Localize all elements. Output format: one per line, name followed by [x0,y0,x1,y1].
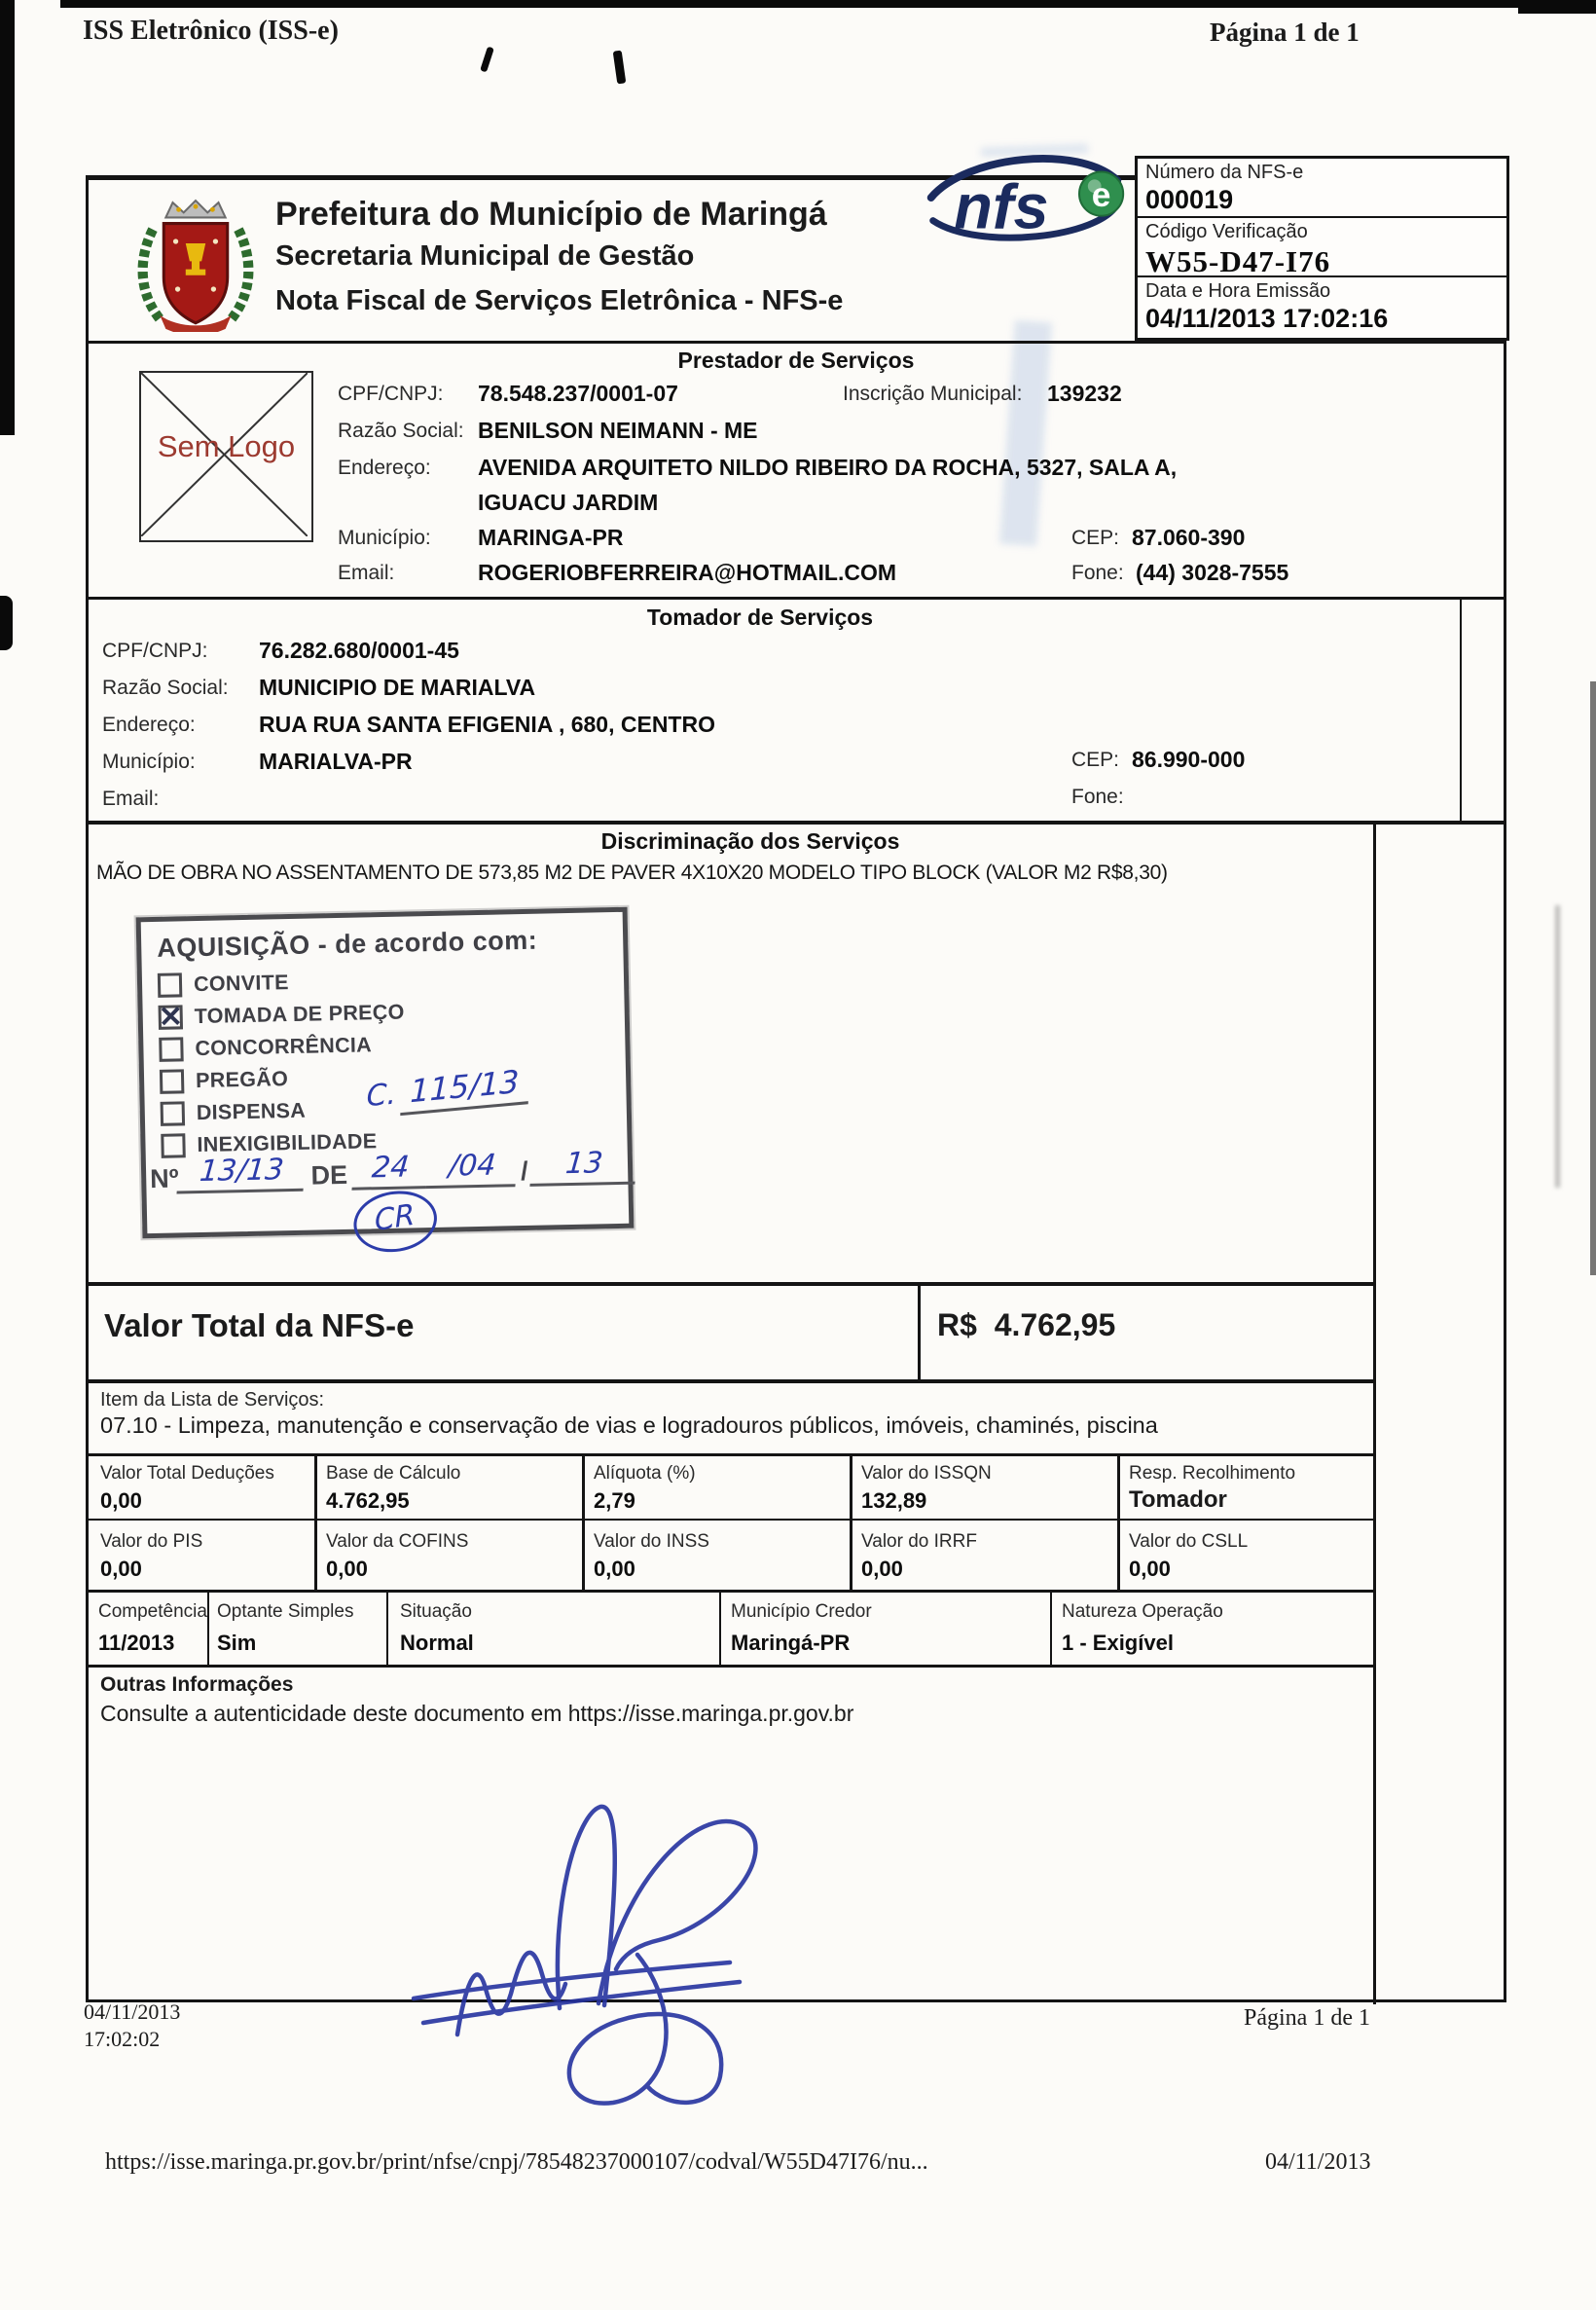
prestador-municipio-label: Município: [338,527,431,549]
tomador-email-label: Email: [102,788,160,810]
acquisition-stamp [136,907,635,1239]
footer-time: 17:02:02 [84,2027,161,2051]
scan-artifact-ink-mark-2 [613,51,627,85]
nfse-logo-text: nfs [954,170,1049,242]
grid-value: 0,00 [861,1557,903,1581]
grid-label: Valor do ISSQN [861,1463,992,1484]
scan-artifact-top-bar [60,0,1596,8]
grid-label: Situação [400,1601,472,1622]
stamp-date-month: /04 [425,1148,518,1189]
prestador-email-value: ROGERIOBFERREIRA@HOTMAIL.COM [478,560,897,585]
tomador-cep-label: CEP: [1071,749,1120,771]
total-value: R$ 4.762,95 [937,1307,1116,1342]
grid-value: 4.762,95 [326,1488,410,1513]
tomador-cpf-label: CPF/CNPJ: [102,640,208,662]
grid-label: Natureza Operação [1062,1601,1223,1622]
city-crest-logo [135,198,256,332]
outras-informacoes-text: Consulte a autenticidade deste documento em https://isse.maringa.pr.gov.br [100,1701,854,1726]
grid-label: Valor do IRRF [861,1531,977,1552]
grid-value: Tomador [1129,1486,1227,1513]
no-logo-placeholder [139,371,313,542]
footer-date: 04/11/2013 [84,1999,181,2024]
nfse-number-cell [1138,159,1506,218]
prestador-cep-label: CEP: [1071,527,1120,549]
stamp-contract-value: 115/13 [400,1062,528,1116]
prestador-fone-value: (44) 3028-7555 [1136,560,1289,585]
prestador-endereco-value-2: IGUACU JARDIM [478,490,659,515]
grid-label: Valor do CSLL [1129,1531,1249,1552]
servicos-section-title: Discriminação dos Serviços [600,828,900,854]
footer-url: https://isse.maringa.pr.gov.br/print/nfse/cnpj/78548237000107/codval/W55D47I76/nu... [105,2149,928,2175]
stamp-option-label: PREGÃO [195,1067,289,1093]
checkbox-icon [161,1101,186,1126]
grid-value: 0,00 [1129,1557,1171,1581]
tomador-endereco-label: Endereço: [102,714,196,736]
prestador-cep-value: 87.060-390 [1132,525,1246,550]
total-label: Valor Total da NFS-e [104,1307,415,1343]
stamp-option-label: CONCORRÊNCIA [195,1033,373,1061]
item-lista-value: 07.10 - Limpeza, manutenção e conservação de vias e logradouros públicos, imóveis, chaminés, piscina [100,1412,1158,1438]
grid-label: Valor Total Deduções [100,1463,274,1484]
invoice-frame [86,162,1506,2002]
prestador-razao-value: BENILSON NEIMANN - ME [478,418,758,443]
verification-code-label: Código Verificação [1145,221,1308,242]
nfse-logo-e: e [1091,175,1111,214]
prestador-endereco-value: AVENIDA ARQUITETO NILDO RIBEIRO DA ROCHA, 5327, SALA A, [478,455,1178,480]
grid-value: 1 - Exigível [1062,1631,1174,1655]
scan-artifact-right-sliver [1590,681,1596,1275]
stamp-option-label: TOMADA DE PREÇO [194,1000,405,1029]
checkbox-icon [159,1037,184,1062]
servicos-description: MÃO DE OBRA NO ASSENTAMENTO DE 573,85 M2 DE PAVER 4X10X20 MODELO TIPO BLOCK (VALOR M2 R$8,30) [96,862,1168,884]
prestador-inscricao-label: Inscrição Municipal: [843,383,1023,405]
tomador-municipio-value: MARIALVA-PR [259,749,413,774]
grid-label: Valor da COFINS [326,1531,469,1552]
tomador-razao-value: MUNICIPIO DE MARIALVA [259,675,536,700]
prestador-municipio-value: MARINGA-PR [478,525,624,550]
grid-label: Base de Cálculo [326,1463,461,1484]
signature [404,1779,813,2110]
print-header-page: Página 1 de 1 [1210,18,1360,47]
verification-code-value: W55-D47-I76 [1145,244,1331,278]
grid-label: Competência [98,1601,207,1622]
prestador-cpf-label: CPF/CNPJ: [338,383,444,405]
prestador-razao-label: Razão Social: [338,420,464,442]
prestador-cpf-value: 78.548.237/0001-07 [478,381,678,406]
item-lista-label: Item da Lista de Serviços: [100,1389,325,1411]
footer-page: Página 1 de 1 [1244,2005,1370,2031]
prestador-endereco-label: Endereço: [338,457,431,479]
nfse-number-label: Número da NFS-e [1145,162,1304,183]
tomador-razao-label: Razão Social: [102,677,229,699]
grid-value: 0,00 [100,1557,142,1581]
nfse-logo [914,151,1134,248]
stamp-option-label: INEXIGIBILIDADE [197,1129,378,1157]
grid-value: 11/2013 [98,1631,175,1655]
stamp-contract-prefix: C. [366,1077,397,1115]
checkbox-icon [160,1069,185,1094]
doc-type: Nota Fiscal de Serviços Eletrônica - NFS-e [275,285,844,316]
grid-value: Normal [400,1631,474,1655]
grid-label: Alíquota (%) [594,1463,696,1484]
print-header-title: ISS Eletrônico (ISS-e) [83,16,339,46]
grid-label: Resp. Recolhimento [1129,1463,1296,1484]
tomador-section-title: Tomador de Serviços [646,605,874,630]
no-logo-text: Sem Logo [157,429,296,463]
emission-datetime-label: Data e Hora Emissão [1145,280,1331,302]
scan-artifact-top-bar-right [1518,0,1596,14]
scan-artifact-ink-mark-1 [480,47,494,73]
tomador-cpf-value: 76.282.680/0001-45 [259,638,459,663]
emission-datetime-value: 04/11/2013 17:02:16 [1145,304,1389,333]
tomador-fone-label: Fone: [1071,786,1124,808]
grid-value: 0,00 [326,1557,368,1581]
nfse-number-value: 000019 [1145,185,1234,214]
emission-datetime-cell [1138,277,1506,337]
grid-value: 0,00 [594,1557,635,1581]
scan-artifact-right-shadow [1555,905,1560,1188]
org-name: Prefeitura do Município de Maringá [275,196,827,233]
tomador-cep-value: 86.990-000 [1132,747,1246,772]
tomador-municipio-label: Município: [102,751,196,773]
prestador-inscricao-value: 139232 [1047,381,1122,406]
grid-label: Município Credor [731,1601,872,1622]
stamp-date-day: 24 [351,1150,428,1191]
stamp-de-label: DE [310,1159,348,1191]
footer-url-date: 04/11/2013 [1265,2149,1371,2175]
scan-artifact-left-edge [0,0,15,435]
grid-value: 0,00 [100,1488,142,1513]
stamp-date-separator: / [520,1155,528,1187]
grid-label: Optante Simples [217,1601,354,1622]
grid-label: Valor do INSS [594,1531,709,1552]
grid-value: 2,79 [594,1488,635,1513]
prestador-fone-label: Fone: [1071,562,1124,584]
prestador-section-title: Prestador de Serviços [677,348,915,373]
nfse-info-box [1135,156,1509,341]
stamp-initials: CR [374,1197,417,1239]
stamp-title: AQUISIÇÃO - de acordo com: [156,925,538,963]
outras-informacoes-label: Outras Informações [100,1673,294,1696]
grid-value: Maringá-PR [731,1631,851,1655]
prestador-email-label: Email: [338,562,395,584]
grid-value: 132,89 [861,1488,927,1513]
grid-value: Sim [217,1631,257,1655]
checkbox-icon [158,972,183,998]
scan-artifact-left-blob [0,596,13,650]
stamp-option-label: CONVITE [193,971,289,997]
stamp-date-year: 13 [530,1146,638,1187]
verification-code-cell [1138,218,1506,277]
stamp-number-value: 13/13 [177,1153,307,1194]
checkbox-icon [159,1005,184,1030]
stamp-number-label: Nº [149,1163,179,1194]
grid-label: Valor do PIS [100,1531,203,1552]
tomador-endereco-value: RUA RUA SANTA EFIGENIA , 680, CENTRO [259,712,715,737]
stamp-option-label: DISPENSA [196,1098,307,1125]
stamp-initials-circle [349,1185,442,1258]
org-dept: Secretaria Municipal de Gestão [275,240,695,272]
